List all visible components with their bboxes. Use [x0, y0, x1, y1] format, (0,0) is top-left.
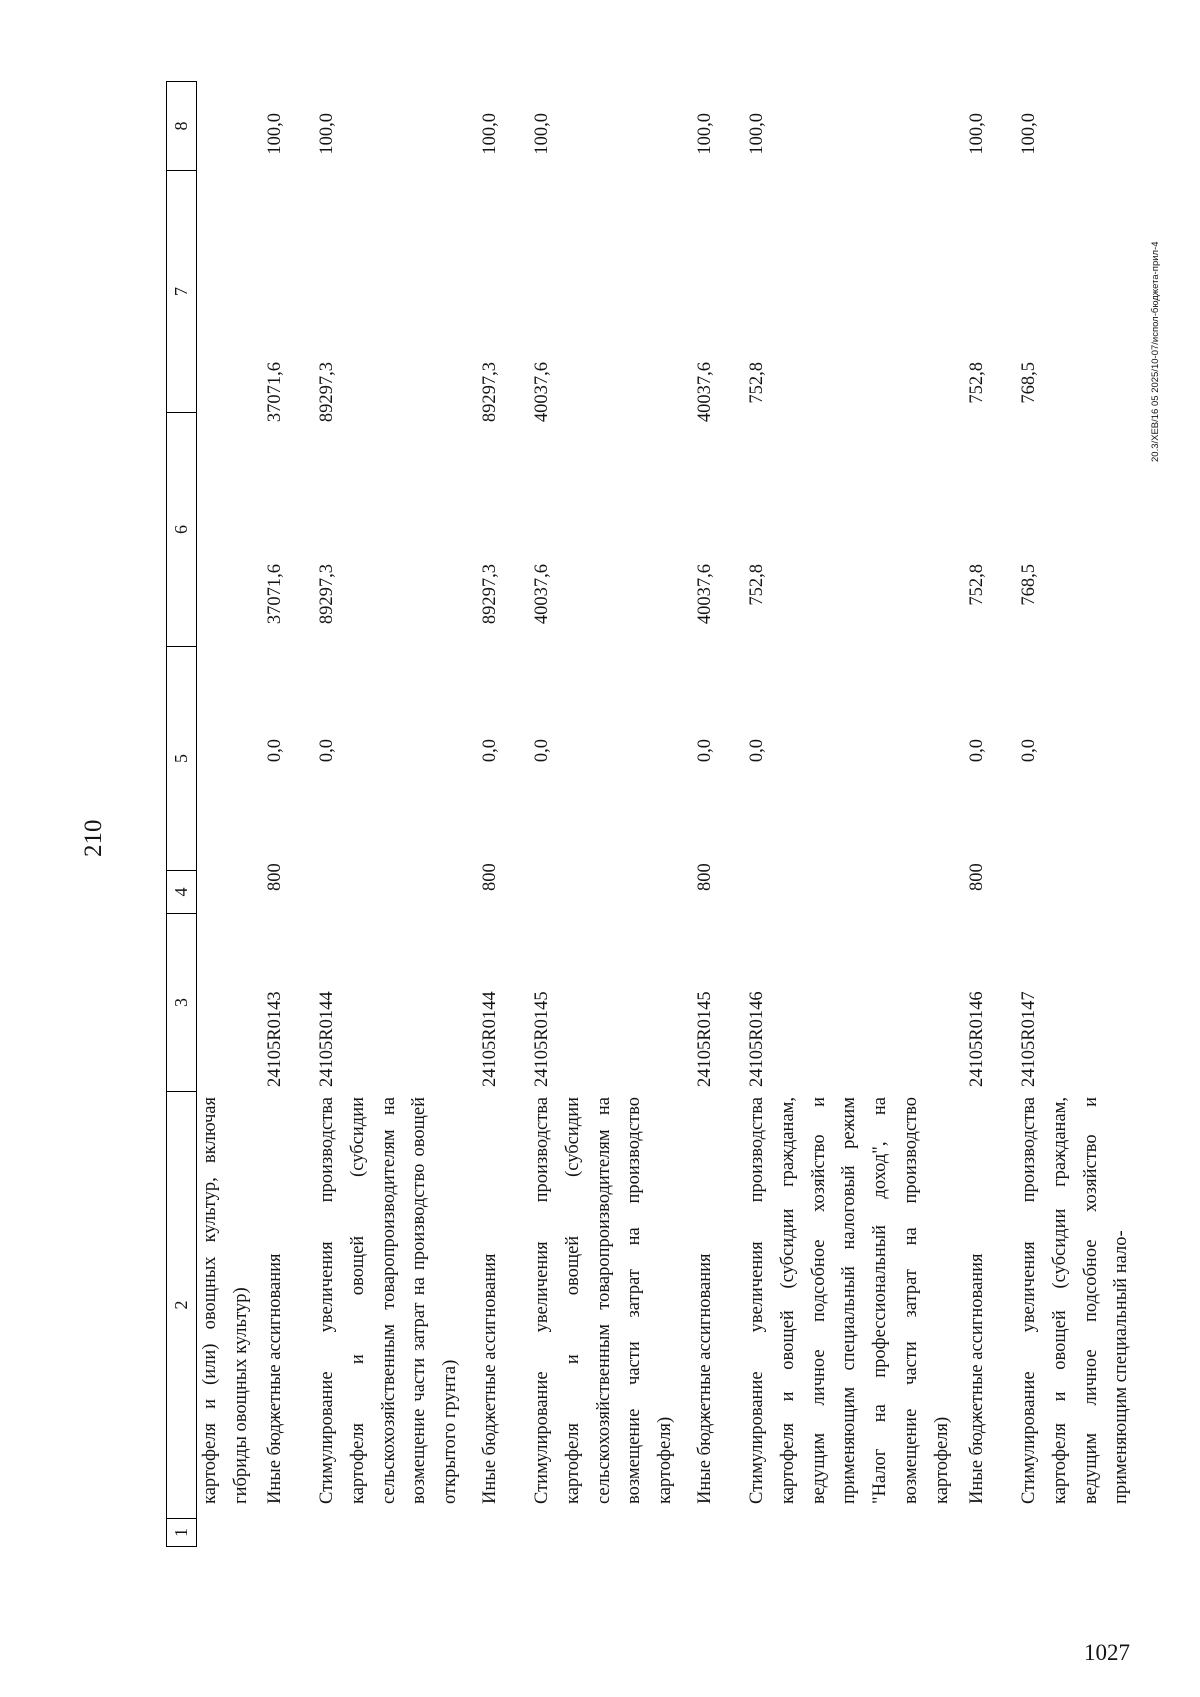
row-value-col8: 100,0: [1019, 113, 1039, 155]
row-description: Стимулирование увеличения производства картофеля и овощей (субсидии сельскохозяйственным товаропроизводителям на возмещение части затрат на производство овощей открытого грунта): [317, 1097, 461, 1504]
row-value-col7: 89297,3: [480, 362, 500, 423]
row-value-col8: 100,0: [480, 113, 500, 155]
row-value-col5: 0,0: [317, 739, 337, 763]
sheet-number: 210: [80, 819, 107, 857]
row-value-col6: 40037,6: [532, 564, 552, 625]
row-description: Иные бюджетные ассигнования: [265, 1253, 285, 1504]
row-value-col5: 0,0: [532, 739, 552, 763]
header-col-2: 2: [167, 1091, 196, 1518]
row-value-col5: 0,0: [480, 739, 500, 763]
header-col-4: 4: [167, 870, 196, 913]
row-value-col5: 0,0: [967, 739, 987, 763]
row-description: Иные бюджетные ассигнования: [695, 1253, 715, 1504]
row-value-col6: 768,5: [1019, 564, 1039, 606]
row-code: 24105R0143: [265, 991, 285, 1087]
row-description: Иные бюджетные ассигнования: [480, 1253, 500, 1504]
row-code: 24105R0145: [532, 991, 552, 1087]
row-code: 24105R0146: [967, 991, 987, 1087]
header-col-5: 5: [167, 646, 196, 870]
row-code: 24105R0146: [747, 991, 767, 1087]
row-value-col7: 752,8: [967, 362, 987, 404]
header-col-1: 1: [167, 1518, 196, 1546]
row-code: 24105R0144: [480, 991, 500, 1087]
row-value-col8: 100,0: [317, 113, 337, 155]
row-value-col5: 0,0: [1019, 739, 1039, 763]
row-value-col6: 752,8: [967, 564, 987, 606]
row-value-col7: 40037,6: [695, 362, 715, 423]
row-code: 24105R0145: [695, 991, 715, 1087]
row-code: 24105R0144: [317, 991, 337, 1087]
row-value-col6: 89297,3: [480, 564, 500, 625]
row-value-col8: 100,0: [967, 113, 987, 155]
row-group: 800: [967, 863, 987, 891]
row-value-col7: 752,8: [747, 362, 767, 404]
table-header-row: [166, 81, 197, 1547]
row-value-col8: 100,0: [265, 113, 285, 155]
row-value-col7: 37071,6: [265, 362, 285, 423]
row-value-col8: 100,0: [532, 113, 552, 155]
row-value-col8: 100,0: [695, 113, 715, 155]
header-col-8: 8: [167, 81, 196, 170]
row-group: 800: [265, 863, 285, 891]
row-value-col5: 0,0: [747, 739, 767, 763]
row-description: Иные бюджетные ассигнования: [967, 1253, 987, 1504]
row-value-col7: 40037,6: [532, 362, 552, 423]
header-col-6: 6: [167, 412, 196, 646]
row-value-col5: 0,0: [695, 739, 715, 763]
page-number: 1027: [1084, 1640, 1130, 1665]
row-value-col5: 0,0: [265, 739, 285, 763]
row-description: Стимулирование увеличения производства картофеля и овощей (субсидии сельскохозяйственным товаропроизводителям на возмещение части затрат на производство картофеля): [532, 1097, 676, 1504]
row-value-col6: 89297,3: [317, 564, 337, 625]
header-col-7: 7: [167, 170, 196, 412]
row-value-col7: 768,5: [1019, 362, 1039, 404]
row-value-col6: 37071,6: [265, 564, 285, 625]
row-value-col8: 100,0: [747, 113, 767, 155]
row-group: 800: [695, 863, 715, 891]
row-value-col6: 752,8: [747, 564, 767, 606]
header-col-3: 3: [167, 913, 196, 1091]
row-description: картофеля и (или) овощных культур, включая гибриды овощных культур): [200, 1097, 251, 1504]
row-value-col6: 40037,6: [695, 564, 715, 625]
document-id: 20.3/XEB/16 05 2025/10-07/испол-бюджета-прил-4: [1150, 241, 1161, 462]
row-group: 800: [480, 863, 500, 891]
row-value-col7: 89297,3: [317, 362, 337, 423]
row-description: Стимулирование увеличения производства картофеля и овощей (субсидии гражданам, ведущим личное подсобное хозяйство и применяющим специальный налоговый режим "Налог на профессиональный доход", на возмещение части затрат на производство картофеля): [747, 1097, 952, 1504]
row-description: Стимулирование увеличения производства картофеля и овощей (субсидии гражданам, ведущим личное подсобное хозяйство и применяющим специальный нало-: [1019, 1097, 1132, 1504]
row-code: 24105R0147: [1019, 991, 1039, 1087]
